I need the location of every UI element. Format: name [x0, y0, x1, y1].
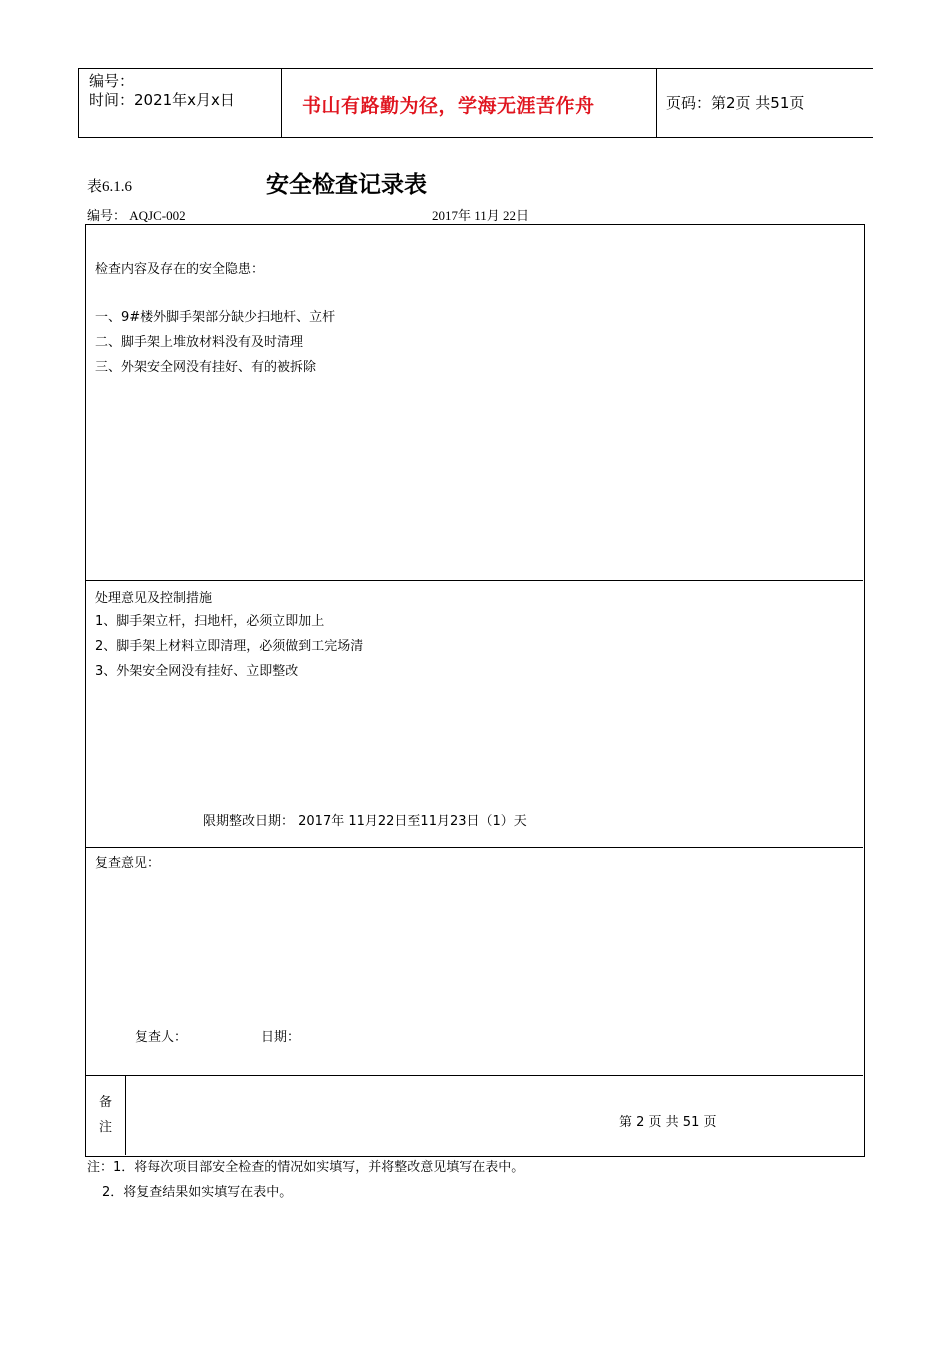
page-title: 安全检查记录表 — [266, 172, 427, 198]
note-line: 注：1．将每次项目部安全检查的情况如实填写，并将整改意见填写在表中。 — [87, 1160, 525, 1175]
handling-item: 2、脚手架上材料立即清理，必须做到工完场清 — [95, 639, 364, 654]
inspection-section — [86, 225, 863, 581]
review-section — [86, 848, 863, 1076]
table-number: 表6.1.6 — [87, 179, 133, 195]
record-date: 2017年 11月 22日 — [432, 208, 530, 223]
record-code: 编号： AQJC-002 — [87, 208, 186, 223]
inspection-item: 三、外架安全网没有挂好、有的被拆除 — [95, 360, 317, 375]
header-page-cell — [657, 69, 873, 137]
remarks-label: 备 — [99, 1095, 113, 1110]
inspection-item: 一、9#楼外脚手架部分缺少扫地杆、立杆 — [95, 310, 336, 325]
handling-item: 1、脚手架立杆，扫地杆，必须立即加上 — [95, 614, 325, 629]
header-motto-cell — [282, 69, 657, 137]
reviewer-label: 复查人： — [135, 1030, 188, 1045]
remarks-label: 注 — [99, 1120, 113, 1135]
note-line: 2．将复查结果如实填写在表中。 — [102, 1185, 293, 1200]
inspection-item: 二、脚手架上堆放材料没有及时清理 — [95, 335, 304, 350]
header-motto: 书山有路勤为径，学海无涯苦作舟 — [302, 95, 595, 117]
document-header — [78, 68, 873, 138]
remarks-section — [86, 1076, 863, 1155]
record-table — [85, 224, 865, 1157]
header-number-label: 编号： — [89, 72, 135, 90]
header-time-label: 时间：2021年x月x日 — [89, 91, 235, 109]
remarks-label-cell — [86, 1076, 126, 1155]
handling-item: 3、外架安全网没有挂好、立即整改 — [95, 664, 299, 679]
header-left-cell — [79, 69, 282, 137]
remarks-page-text: 第 2 页 共 51 页 — [619, 1115, 717, 1130]
header-page-label: 页码：第2页 共51页 — [666, 94, 805, 112]
inspection-heading: 检查内容及存在的安全隐患： — [95, 262, 265, 277]
handling-heading: 处理意见及控制措施 — [95, 591, 213, 606]
handling-section — [86, 582, 863, 848]
review-date-label: 日期： — [261, 1030, 301, 1045]
rectification-deadline: 限期整改日期： 2017年 11月22日至11月23日（1）天 — [203, 814, 527, 829]
review-heading: 复查意见： — [95, 856, 161, 871]
